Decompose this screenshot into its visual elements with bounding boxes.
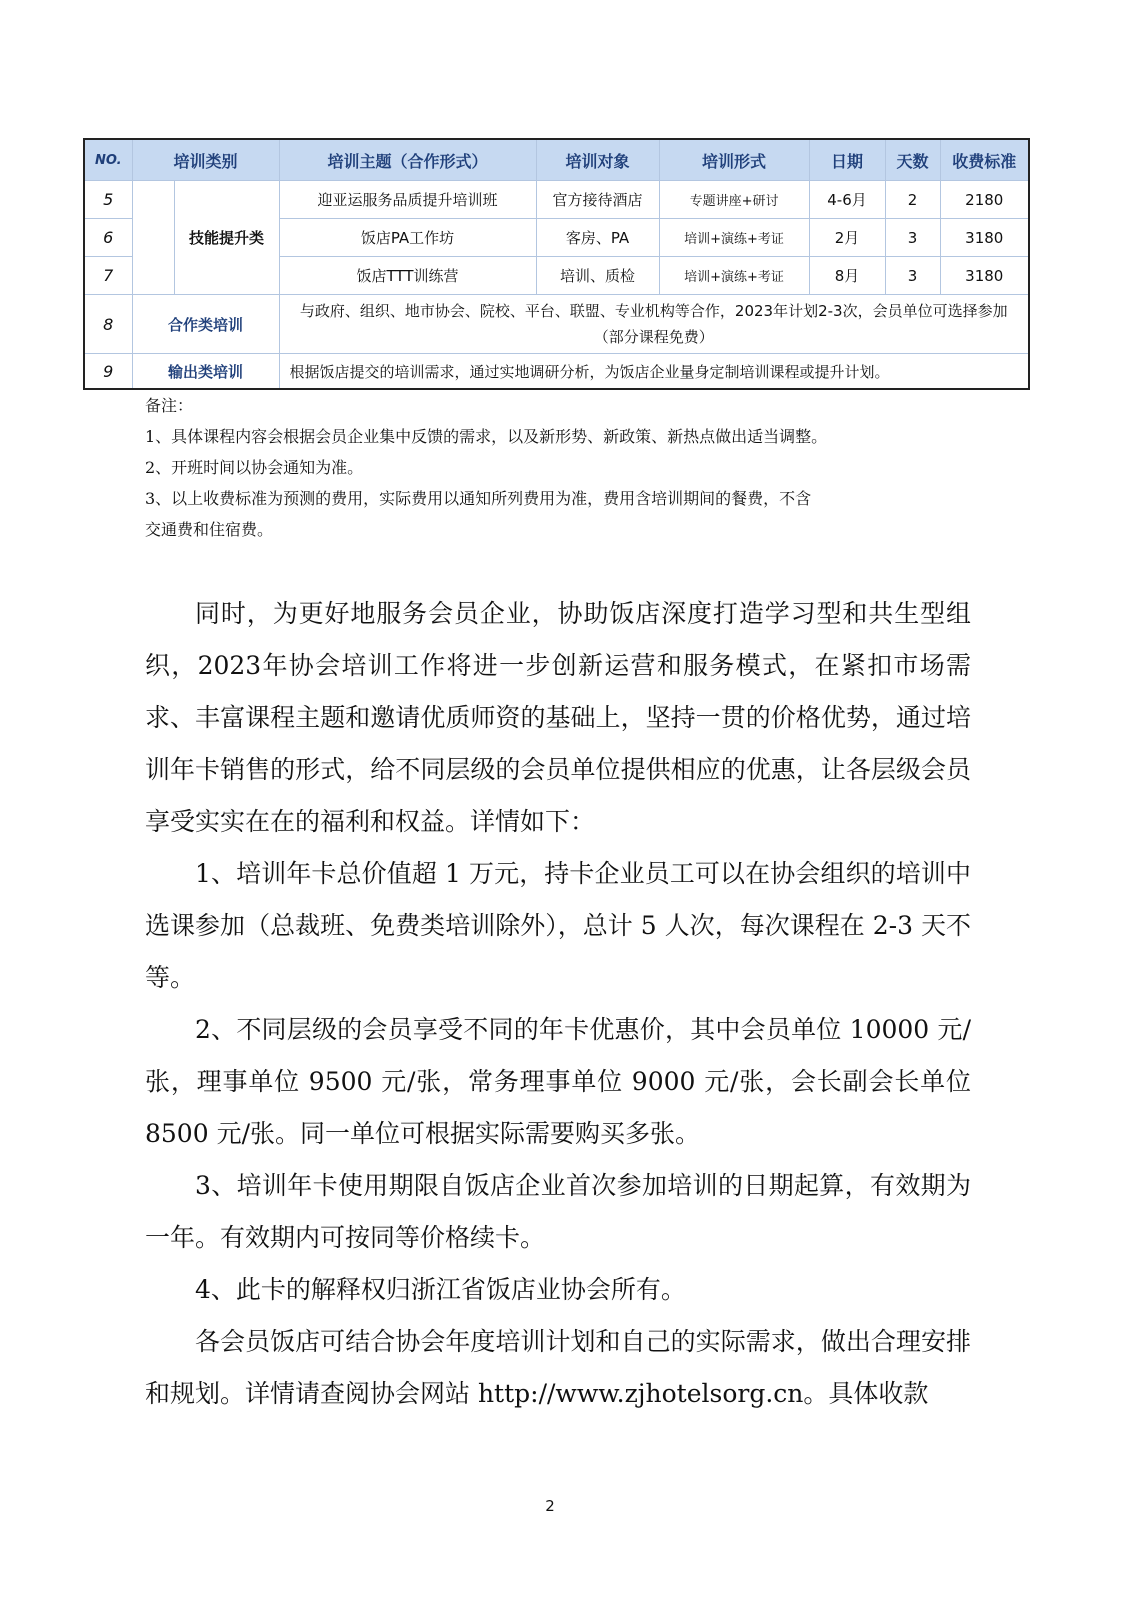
page-number: 2 bbox=[545, 1497, 555, 1515]
training-plan-table bbox=[83, 138, 1030, 390]
row-description: 与政府、组织、地市协会、院校、平台、联盟、专业机构等合作，2023年计划2-3次，会员单位可选择参加（部分课程免费） bbox=[279, 295, 1029, 354]
body-text bbox=[145, 588, 971, 1420]
row-form: 专题讲座+研讨 bbox=[659, 181, 809, 219]
body-paragraph: 1、培训年卡总价值超 1 万元，持卡企业员工可以在协会组织的培训中选课参加（总裁班、免费类培训除外），总计 5 人次，每次课程在 2-3 天不等。 bbox=[145, 859, 971, 992]
row-fee: 2180 bbox=[940, 181, 1029, 219]
header-target: 培训对象 bbox=[536, 139, 659, 181]
body-paragraph: 各会员饭店可结合协会年度培训计划和自己的实际需求，做出合理安排和规划。详情请查阅协会网站 http://www.zjhotelsorg.cn。具体收款 bbox=[145, 1327, 971, 1408]
row-form: 培训+演练+考证 bbox=[659, 257, 809, 295]
row-days: 3 bbox=[885, 257, 940, 295]
table-row bbox=[84, 181, 1029, 219]
header-no: NO. bbox=[84, 139, 132, 181]
body-paragraph: 3、培训年卡使用期限自饭店企业首次参加培训的日期起算，有效期为一年。有效期内可按同等价格续卡。 bbox=[145, 1171, 971, 1252]
body-paragraph: 2、不同层级的会员享受不同的年卡优惠价，其中会员单位 10000 元/张，理事单位 9500 元/张，常务理事单位 9000 元/张，会长副会长单位8500 元/张。同一单位可根据实际需要购买多张。 bbox=[145, 1015, 971, 1148]
row-topic: 迎亚运服务品质提升培训班 bbox=[279, 181, 536, 219]
category-output: 输出类培训 bbox=[132, 354, 279, 390]
note-item: 3、以上收费标准为预测的费用，实际费用以通知所列费用为准，费用含培训期间的餐费，不含 bbox=[145, 489, 812, 508]
row-no: 7 bbox=[84, 257, 132, 295]
header-category: 培训类别 bbox=[132, 139, 279, 181]
row-topic: 饭店TTT训练营 bbox=[279, 257, 536, 295]
note-item: 交通费和住宿费。 bbox=[145, 520, 274, 539]
row-target: 官方接待酒店 bbox=[536, 181, 659, 219]
header-days: 天数 bbox=[885, 139, 940, 181]
row-no: 5 bbox=[84, 181, 132, 219]
row-fee: 3180 bbox=[940, 219, 1029, 257]
row-no: 9 bbox=[84, 354, 132, 390]
body-paragraph: 同时，为更好地服务会员企业，协助饭店深度打造学习型和共生型组织，2023年协会培训工作将进一步创新运营和服务模式，在紧扣市场需求、丰富课程主题和邀请优质师资的基础上，坚持一贯的价格优势，通过培训年卡销售的形式，给不同层级的会员单位提供相应的优惠，让各层级会员享受实实在在的福利和权益。详情如下： bbox=[145, 599, 971, 836]
notes-title: 备注： bbox=[145, 396, 194, 415]
row-target: 客房、PA bbox=[536, 219, 659, 257]
row-no: 8 bbox=[84, 295, 132, 354]
note-item: 2、开班时间以协会通知为准。 bbox=[145, 458, 364, 477]
header-topic: 培训主题（合作形式） bbox=[279, 139, 536, 181]
row-days: 2 bbox=[885, 181, 940, 219]
table-row bbox=[84, 295, 1029, 354]
header-date: 日期 bbox=[809, 139, 885, 181]
table-row bbox=[84, 354, 1029, 390]
row-date: 4-6月 bbox=[809, 181, 885, 219]
category-blank-cell bbox=[132, 181, 174, 295]
row-target: 培训、质检 bbox=[536, 257, 659, 295]
row-description: 根据饭店提交的培训需求，通过实地调研分析，为饭店企业量身定制培训课程或提升计划。 bbox=[279, 354, 1029, 390]
row-form: 培训+演练+考证 bbox=[659, 219, 809, 257]
notes-section bbox=[145, 390, 985, 545]
row-fee: 3180 bbox=[940, 257, 1029, 295]
body-paragraph: 4、此卡的解释权归浙江省饭店业协会所有。 bbox=[195, 1275, 686, 1304]
note-item: 1、具体课程内容会根据会员企业集中反馈的需求，以及新形势、新政策、新热点做出适当调整。 bbox=[145, 427, 828, 446]
row-topic: 饭店PA工作坊 bbox=[279, 219, 536, 257]
category-cooperation: 合作类培训 bbox=[132, 295, 279, 354]
table-header-row bbox=[84, 139, 1029, 181]
row-no: 6 bbox=[84, 219, 132, 257]
row-date: 2月 bbox=[809, 219, 885, 257]
row-date: 8月 bbox=[809, 257, 885, 295]
header-form: 培训形式 bbox=[659, 139, 809, 181]
row-days: 3 bbox=[885, 219, 940, 257]
header-fee: 收费标准 bbox=[940, 139, 1029, 181]
category-skill: 技能提升类 bbox=[174, 181, 279, 295]
